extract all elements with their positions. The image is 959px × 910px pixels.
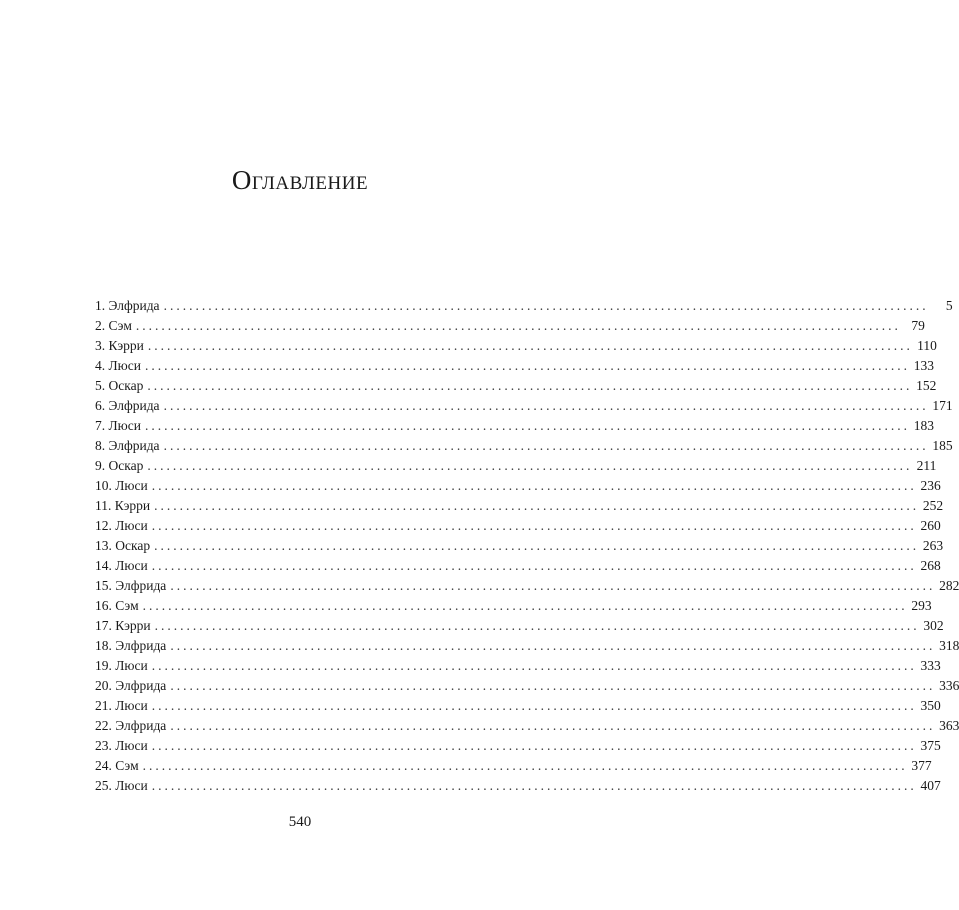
dot-leader: ........................................................................................................................ — [154, 618, 920, 633]
toc-entry-label: 5. Оскар — [95, 378, 144, 393]
toc-entry-label: 23. Люси — [95, 738, 148, 753]
toc-entry-page: 375 — [920, 738, 941, 753]
toc-entry — [95, 376, 937, 396]
toc-entry — [95, 556, 941, 576]
toc-entry — [95, 616, 944, 636]
toc-entry-page: 5 — [945, 298, 953, 313]
toc-entry — [95, 656, 941, 676]
toc-entry-label: 7. Люси — [95, 418, 141, 433]
toc-entry-page: 263 — [922, 538, 944, 553]
dot-leader: ........................................................................................................................ — [144, 358, 910, 373]
toc-entry-page: 260 — [920, 518, 941, 533]
dot-leader: ........................................................................................................................ — [151, 698, 917, 713]
dot-leader: ........................................................................................................................ — [142, 598, 908, 613]
dot-leader: ........................................................................................................................ — [151, 778, 917, 793]
dot-leader: ........................................................................................................................ — [151, 478, 917, 493]
toc-entry-label: 12. Люси — [95, 518, 148, 533]
toc-entry — [95, 696, 941, 716]
toc-entry-label: 9. Оскар — [95, 458, 144, 473]
toc-entry-page: 252 — [922, 498, 944, 513]
toc-entry-page: 185 — [932, 438, 953, 453]
toc-entry — [95, 736, 941, 756]
toc-entry-label: 1. Элфрида — [95, 298, 160, 313]
page-title: Оглавление — [231, 165, 369, 196]
toc-entry — [95, 436, 953, 456]
toc-entry — [95, 596, 932, 616]
dot-leader: ........................................................................................................................ — [144, 418, 910, 433]
toc-entry — [95, 496, 944, 516]
dot-leader: ........................................................................................................................ — [151, 558, 917, 573]
dot-leader: ........................................................................................................................ — [154, 538, 920, 553]
toc-entry-page: 350 — [920, 698, 941, 713]
toc-entry-page: 183 — [913, 418, 934, 433]
toc-entry-label: 2. Сэм — [95, 318, 132, 333]
toc-entry-label: 10. Люси — [95, 478, 148, 493]
dot-leader: ........................................................................................................................ — [170, 638, 936, 653]
dot-leader: ........................................................................................................................ — [151, 658, 917, 673]
toc-entry — [95, 456, 937, 476]
toc-entry — [95, 416, 934, 436]
dot-leader: ........................................................................................................................ — [147, 378, 913, 393]
toc-entry-label: 8. Элфрида — [95, 438, 160, 453]
dot-leader: ........................................................................................................................ — [163, 298, 929, 313]
toc-entry-page: 377 — [911, 758, 932, 773]
toc-entry-label: 24. Сэм — [95, 758, 139, 773]
toc-entry-label: 19. Люси — [95, 658, 148, 673]
toc-entry-page: 293 — [911, 598, 932, 613]
toc-entry-page: 302 — [923, 618, 944, 633]
toc-entry-page: 110 — [917, 338, 937, 353]
toc-entry — [95, 536, 944, 556]
toc-entry — [95, 676, 959, 696]
dot-leader: ........................................................................................................................ — [135, 318, 901, 333]
toc-entry-label: 15. Элфрида — [95, 578, 167, 593]
toc-entry-page: 171 — [932, 398, 953, 413]
toc-entry — [95, 396, 953, 416]
toc-entry — [95, 356, 934, 376]
toc-entry — [95, 716, 959, 736]
toc-entry — [95, 776, 941, 796]
dot-leader: ........................................................................................................................ — [147, 338, 913, 353]
toc-entry-page: 211 — [916, 458, 937, 473]
toc-entry-page: 407 — [920, 778, 941, 793]
dot-leader: ........................................................................................................................ — [163, 438, 929, 453]
toc-entry — [95, 296, 953, 316]
toc-entry — [95, 636, 959, 656]
toc-entry-label: 25. Люси — [95, 778, 148, 793]
dot-leader: ........................................................................................................................ — [170, 578, 936, 593]
toc-entry-label: 16. Сэм — [95, 598, 139, 613]
toc-entry — [95, 516, 941, 536]
toc-entry-label: 20. Элфрида — [95, 678, 167, 693]
toc-entry-page: 318 — [939, 638, 959, 653]
dot-leader: ........................................................................................................................ — [147, 458, 913, 473]
dot-leader: ........................................................................................................................ — [142, 758, 908, 773]
table-of-contents — [95, 296, 959, 796]
toc-entry-page: 152 — [916, 378, 937, 393]
toc-entry-page: 282 — [939, 578, 959, 593]
toc-entry-page: 333 — [920, 658, 941, 673]
toc-entry-label: 18. Элфрида — [95, 638, 167, 653]
toc-entry — [95, 476, 941, 496]
toc-entry-page: 236 — [920, 478, 941, 493]
toc-entry — [95, 756, 932, 776]
dot-leader: ........................................................................................................................ — [151, 738, 917, 753]
page-number: 540 — [288, 814, 312, 830]
dot-leader: ........................................................................................................................ — [151, 518, 917, 533]
toc-entry-label: 14. Люси — [95, 558, 148, 573]
toc-entry-label: 3. Кэрри — [95, 338, 144, 353]
toc-entry — [95, 336, 937, 356]
dot-leader: ........................................................................................................................ — [163, 398, 929, 413]
dot-leader: ........................................................................................................................ — [154, 498, 920, 513]
toc-entry-label: 11. Кэрри — [95, 498, 151, 513]
dot-leader: ........................................................................................................................ — [170, 718, 936, 733]
dot-leader: ........................................................................................................................ — [170, 678, 936, 693]
toc-entry-page: 336 — [939, 678, 959, 693]
toc-entry-page: 79 — [911, 318, 925, 333]
toc-entry-label: 21. Люси — [95, 698, 148, 713]
toc-entry-page: 133 — [913, 358, 934, 373]
toc-entry-label: 13. Оскар — [95, 538, 151, 553]
toc-entry-label: 4. Люси — [95, 358, 141, 373]
toc-entry-label: 22. Элфрида — [95, 718, 167, 733]
toc-entry-page: 268 — [920, 558, 941, 573]
toc-entry — [95, 576, 959, 596]
toc-entry-page: 363 — [939, 718, 959, 733]
toc-entry-label: 6. Элфрида — [95, 398, 160, 413]
toc-entry — [95, 316, 925, 336]
toc-entry-label: 17. Кэрри — [95, 618, 151, 633]
